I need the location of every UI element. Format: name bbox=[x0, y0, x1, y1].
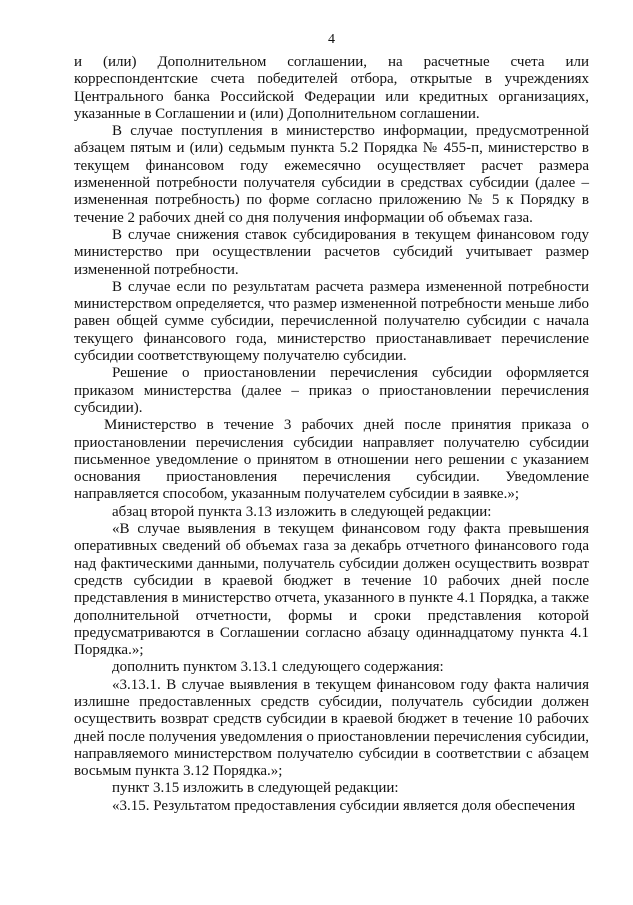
paragraph-10: «3.13.1. В случае выявления в текущем финансовом году факта наличия излишне предоставленных средств субсидии, получатель субсидии должен осуществить возврат средств субсидии в краевой бюджет в течение 10 рабочих дней после получения уведомления о приостановлении перечисления субсидии, направляемого министерством получателю субсидии в соответствии с абзацем восьмым пункта 3.12 Порядка.»; bbox=[74, 676, 589, 780]
paragraph-3: В случае снижения ставок субсидирования в текущем финансовом году министерство при осуществлении расчетов субсидий учитывает размер измененной потребности. bbox=[74, 226, 589, 278]
document-body bbox=[74, 54, 589, 815]
paragraph-1: и (или) Дополнительном соглашении, на расчетные счета или корреспондентские счета победителей отбора, открытые в учреждениях Центрального банка Российской Федерации или кредитных организациях, указанные в Соглашении и (или) Дополнительном соглашении. bbox=[74, 54, 589, 122]
paragraph-11: пункт 3.15 изложить в следующей редакции: bbox=[112, 780, 399, 797]
paragraph-5: Решение о приостановлении перечисления субсидии оформляется приказом министерства (далее – приказ о приостановлении перечисления субсидии). bbox=[74, 365, 589, 416]
paragraph-6: Министерство в течение 3 рабочих дней после принятия приказа о приостановлении перечисления субсидии направляет получателю субсидии письменное уведомление о принятом в отношении него решении с указанием основания приостановления перечисления субсидии. Уведомление направляется способом, указанным получателем субсидии в заявке.»; bbox=[74, 417, 589, 503]
paragraph-7: абзац второй пункта 3.13 изложить в следующей редакции: bbox=[112, 503, 492, 520]
paragraph-12: «3.15. Результатом предоставления субсидии является доля обеспечения bbox=[112, 797, 576, 814]
paragraph-4: В случае если по результатам расчета размера измененной потребности министерством определяется, что размер измененной потребности меньше либо равен общей сумме субсидии, перечисленной получателю субсидии с начала текущего финансового года, министерство приостанавливает перечисление субсидии соответствующему получателю субсидии. bbox=[74, 278, 589, 365]
paragraph-2: В случае поступления в министерство информации, предусмотренной абзацем пятым и (или) седьмым пункта 5.2 Порядка № 455-п, министерство в текущем финансовом году ежемесячно осуществляет расчет размера измененной потребности получателя субсидии в средствах субсидии (далее – измененная потребность) по форме согласно приложению № 5 к Порядку в течение 2 рабочих дней со дня получения информации об объемах газа. bbox=[74, 123, 589, 226]
paragraph-8: «В случае выявления в текущем финансовом году факта превышения оперативных сведений об объемах газа за декабрь отчетного финансового года над фактическими данными, получатель субсидии должен осуществить возврат средств субсидии в краевой бюджет в течение 10 рабочих дней после представления в министерство отчета, указанного в пункте 4.1 Порядка, а также дополнительной отчетности, формы и сроки представления которой предусматриваются в Соглашении согласно абзацу одиннадцатому пункта 4.1 Порядка.»; bbox=[74, 521, 589, 659]
paragraph-9: дополнить пунктом 3.13.1 следующего содержания: bbox=[112, 659, 444, 676]
page-number: 4 bbox=[328, 32, 335, 47]
